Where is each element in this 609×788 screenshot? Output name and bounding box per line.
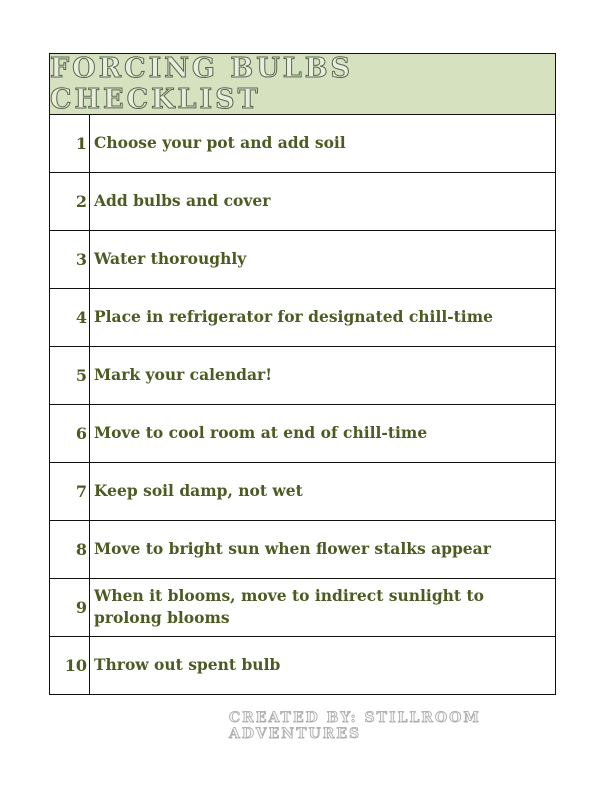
checklist-header [50, 54, 555, 115]
step-text: Choose your pot and add soil [94, 133, 346, 152]
step-number: 7 [50, 463, 90, 520]
checklist-row [50, 637, 555, 694]
checklist-row [50, 579, 555, 637]
step-number: 8 [50, 521, 90, 578]
checklist-row [50, 347, 555, 405]
checklist-row [50, 289, 555, 347]
checklist-row [50, 521, 555, 579]
step-number: 5 [50, 347, 90, 404]
checklist-title: FORCING BULBS CHECKLIST [50, 53, 354, 115]
step-text: Move to cool room at end of chill-time [94, 423, 428, 442]
step-text: When it blooms, move to indirect sunlight to prolong blooms [94, 586, 484, 627]
step-number: 10 [50, 637, 90, 694]
checklist-row [50, 231, 555, 289]
step-number: 3 [50, 231, 90, 288]
step-text: Place in refrigerator for designated chill-time [94, 307, 493, 326]
step-number: 6 [50, 405, 90, 462]
checklist-row [50, 173, 555, 231]
checklist-row [50, 115, 555, 173]
step-number: 4 [50, 289, 90, 346]
step-text: Move to bright sun when flower stalks appear [94, 539, 491, 558]
step-number: 2 [50, 173, 90, 230]
step-number: 9 [50, 579, 90, 636]
checklist-row [50, 463, 555, 521]
step-text: Add bulbs and cover [94, 191, 271, 210]
step-number: 1 [50, 115, 90, 172]
step-text: Keep soil damp, not wet [94, 481, 303, 500]
checklist-row [50, 405, 555, 463]
step-text: Mark your calendar! [94, 365, 273, 384]
checklist-table [49, 53, 556, 695]
step-text: Water thoroughly [94, 249, 247, 268]
credit-line: CREATED BY: STILLROOM ADVENTURES [229, 710, 481, 742]
step-text: Throw out spent bulb [94, 655, 281, 674]
